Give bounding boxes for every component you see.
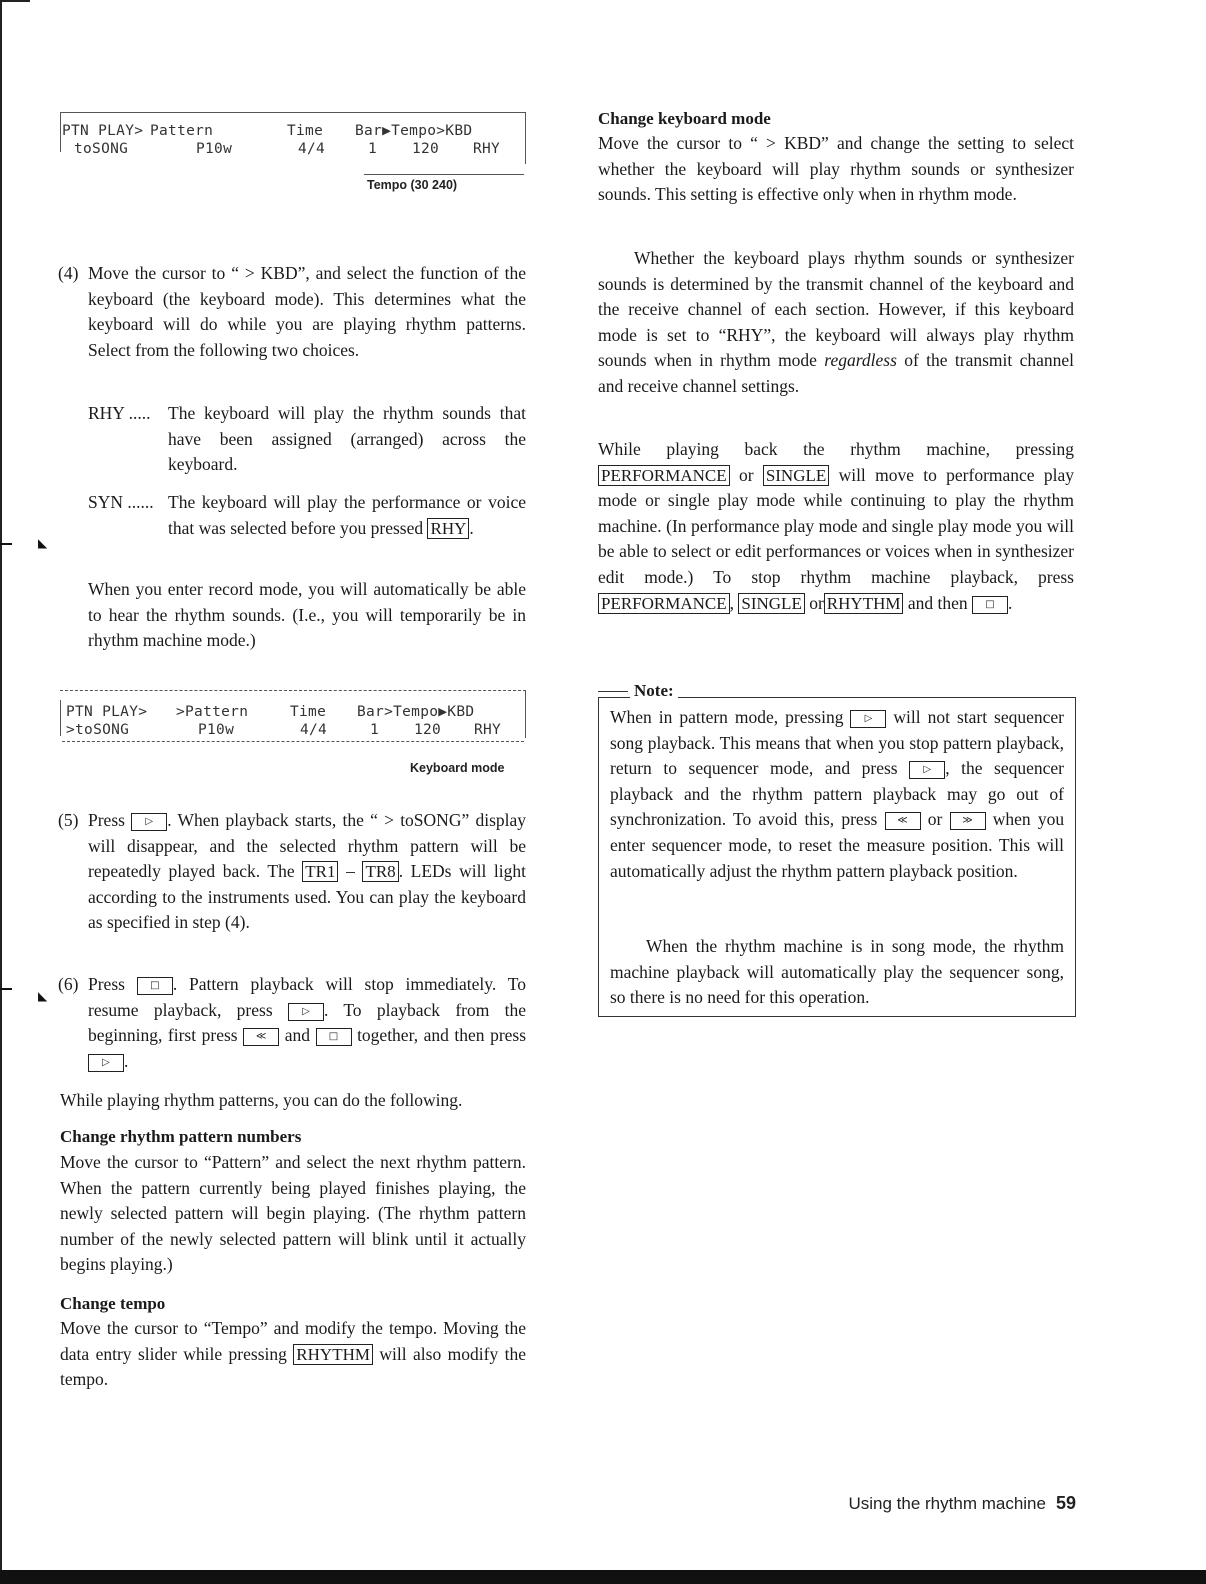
footer-title: Using the rhythm machine <box>848 1494 1046 1513</box>
play-button-icon: ▷ <box>909 761 945 779</box>
page-footer <box>848 1493 1076 1514</box>
step-number: (6) <box>58 974 79 994</box>
performance-key: PERFORMANCE <box>598 593 730 614</box>
step-number: (5) <box>58 810 79 830</box>
single-key: SINGLE <box>738 593 804 614</box>
stop-button-icon: □ <box>972 596 1008 614</box>
page-number: 59 <box>1055 1493 1076 1513</box>
play-button-icon: ▷ <box>131 813 167 831</box>
term-label: SYN ...... <box>88 492 154 512</box>
play-button-icon: ▷ <box>88 1054 124 1072</box>
lcd-caption: Tempo (30 240) <box>367 178 458 192</box>
page-edge-bottom <box>0 1570 1206 1584</box>
fast-forward-button-icon: ≫ <box>950 812 986 830</box>
lcd-field-tosong: >toSONG <box>66 722 130 738</box>
lcd-field-kbd-value: RHY <box>474 722 502 738</box>
lcd-field-time-value: 4/4 <box>300 722 328 738</box>
lcd-field-tosong: toSONG <box>74 141 129 157</box>
lcd-field-bar-value: 1 <box>368 141 378 157</box>
lcd-field-bar-tempo: Bar>Tempo▶KBD <box>357 704 475 720</box>
whether-paragraph: Whether the keyboard plays rhythm sounds or synthesizer sounds is determined by the transmit channel of the keyboard and the receive channel of each section. However, if this keyboard mode is set to “RHY”, the keyboard will always play rhythm sounds when in rhythm mode regardless of the transmit channel and receive channel settings. <box>598 248 1074 396</box>
lcd-field-bar-tempo: Bar▶Tempo>KBD <box>355 123 473 139</box>
single-key: SINGLE <box>763 465 829 486</box>
section-title-change-keyboard: Change keyboard mode <box>598 109 771 128</box>
lcd-field-kbd-value: RHY <box>473 141 501 157</box>
rewind-button-icon: ≪ <box>885 812 921 830</box>
change-keyboard-paragraph: Move the cursor to “ > KBD” and change the setting to select whether the keyboard will play rhythm sounds or synthesizer sounds. This setting is effective only when in rhythm mode. <box>598 133 1074 205</box>
lcd-row-1: PTN PLAY> <box>62 123 144 139</box>
tr1-key: TR1 <box>302 861 338 882</box>
play-button-icon: ▷ <box>288 1003 324 1021</box>
lcd-field-pattern-value: P10w <box>196 141 233 157</box>
change-pattern-paragraph: Move the cursor to “Pattern” and select the next rhythm pattern. When the pattern currently being played finishes playing, the newly selected pattern will begin playing. (The rhythm pattern number of the newly selected pattern will blink until it actually begins playing.) <box>60 1152 526 1275</box>
lcd-field-tempo-value: 120 <box>412 141 440 157</box>
rewind-button-icon: ≪ <box>243 1028 279 1046</box>
change-tempo-paragraph: Move the cursor to “Tempo” and modify the tempo. Moving the data entry slider while pressing RHYTHM will also modify the tempo. <box>60 1318 526 1390</box>
section-title-change-tempo: Change tempo <box>60 1294 166 1313</box>
tr8-key: TR8 <box>362 861 398 882</box>
stop-button-icon: □ <box>137 977 173 995</box>
rhy-key: RHY <box>427 518 469 539</box>
stop-button-icon: □ <box>316 1028 352 1046</box>
term-label: RHY ..... <box>88 403 151 423</box>
margin-arrow-icon: ◣ <box>38 989 48 1003</box>
step-text: Move the cursor to “ > KBD”, and select the function of the keyboard (the keyboard mode). This determines what the keyboard will do while you are playing rhythm patterns. Select from the following two choices. <box>88 263 526 360</box>
page-edge-top <box>0 0 30 2</box>
performance-key: PERFORMANCE <box>598 465 730 486</box>
note-paragraph-1: When in pattern mode, pressing ▷ will not start sequencer song playback. This means that when you stop pattern playback, return to sequencer mode, and press ▷ , the sequencer playback and the rhythm pattern playback may go out of synchronization. To avoid this, press ≪ or ≫ when you enter sequencer mode, to reset the measure position. This will automatically adjust the rhythm pattern playback position. <box>610 707 1065 881</box>
lcd-caption: Keyboard mode <box>410 761 505 775</box>
term-definition: The keyboard will play the performance or voice that was selected before you pressed RHY . <box>168 492 526 538</box>
margin-mark <box>0 988 12 990</box>
while-playing-paragraph: While playing rhythm patterns, you can do the following. <box>60 1090 463 1110</box>
rhythm-key: RHYTHM <box>824 593 904 614</box>
lcd-field-pattern: Pattern <box>150 123 214 139</box>
lcd-field-time: Time <box>287 123 324 139</box>
lcd-field-time: Time <box>290 704 327 720</box>
playing-back-paragraph: While playing back the rhythm machine, pressing PERFORMANCE or SINGLE will move to performance play mode or single play mode while continuing to play the rhythm machine. (In performance play mode and single play mode you will be able to select or edit performances or voices when in synthesizer edit mode.) To stop rhythm machine playback, press PERFORMANCE , SINGLE or RHYTHM and then □ . <box>598 439 1075 613</box>
lcd-field-pattern: >Pattern <box>176 704 249 720</box>
play-button-icon: ▷ <box>850 710 886 728</box>
lcd-field-pattern-value: P10w <box>198 722 235 738</box>
section-title-change-pattern: Change rhythm pattern numbers <box>60 1127 302 1146</box>
term-definition: The keyboard will play the rhythm sounds that have been assigned (arranged) across the keyboard. <box>168 403 526 475</box>
note-title: Note: <box>630 681 678 701</box>
step-number: (4) <box>58 263 79 283</box>
lcd-field-tempo-value: 120 <box>414 722 442 738</box>
rhythm-key: RHYTHM <box>293 1344 373 1365</box>
note-paragraph-2: When the rhythm machine is in song mode, the rhythm machine playback will automatically play the sequencer song, so there is no need for this operation. <box>610 936 1064 1008</box>
page-edge-left <box>0 0 2 1584</box>
lcd-field-time-value: 4/4 <box>298 141 326 157</box>
margin-arrow-icon: ◣ <box>38 536 48 550</box>
margin-mark <box>0 543 12 545</box>
record-mode-paragraph: When you enter record mode, you will automatically be able to hear the rhythm sounds. (I.e., you will temporarily be in rhythm machine mode.) <box>88 579 526 651</box>
lcd-field-bar-value: 1 <box>370 722 380 738</box>
lcd-field-ptn-play: PTN PLAY> <box>66 704 148 720</box>
note-rule <box>598 691 628 692</box>
